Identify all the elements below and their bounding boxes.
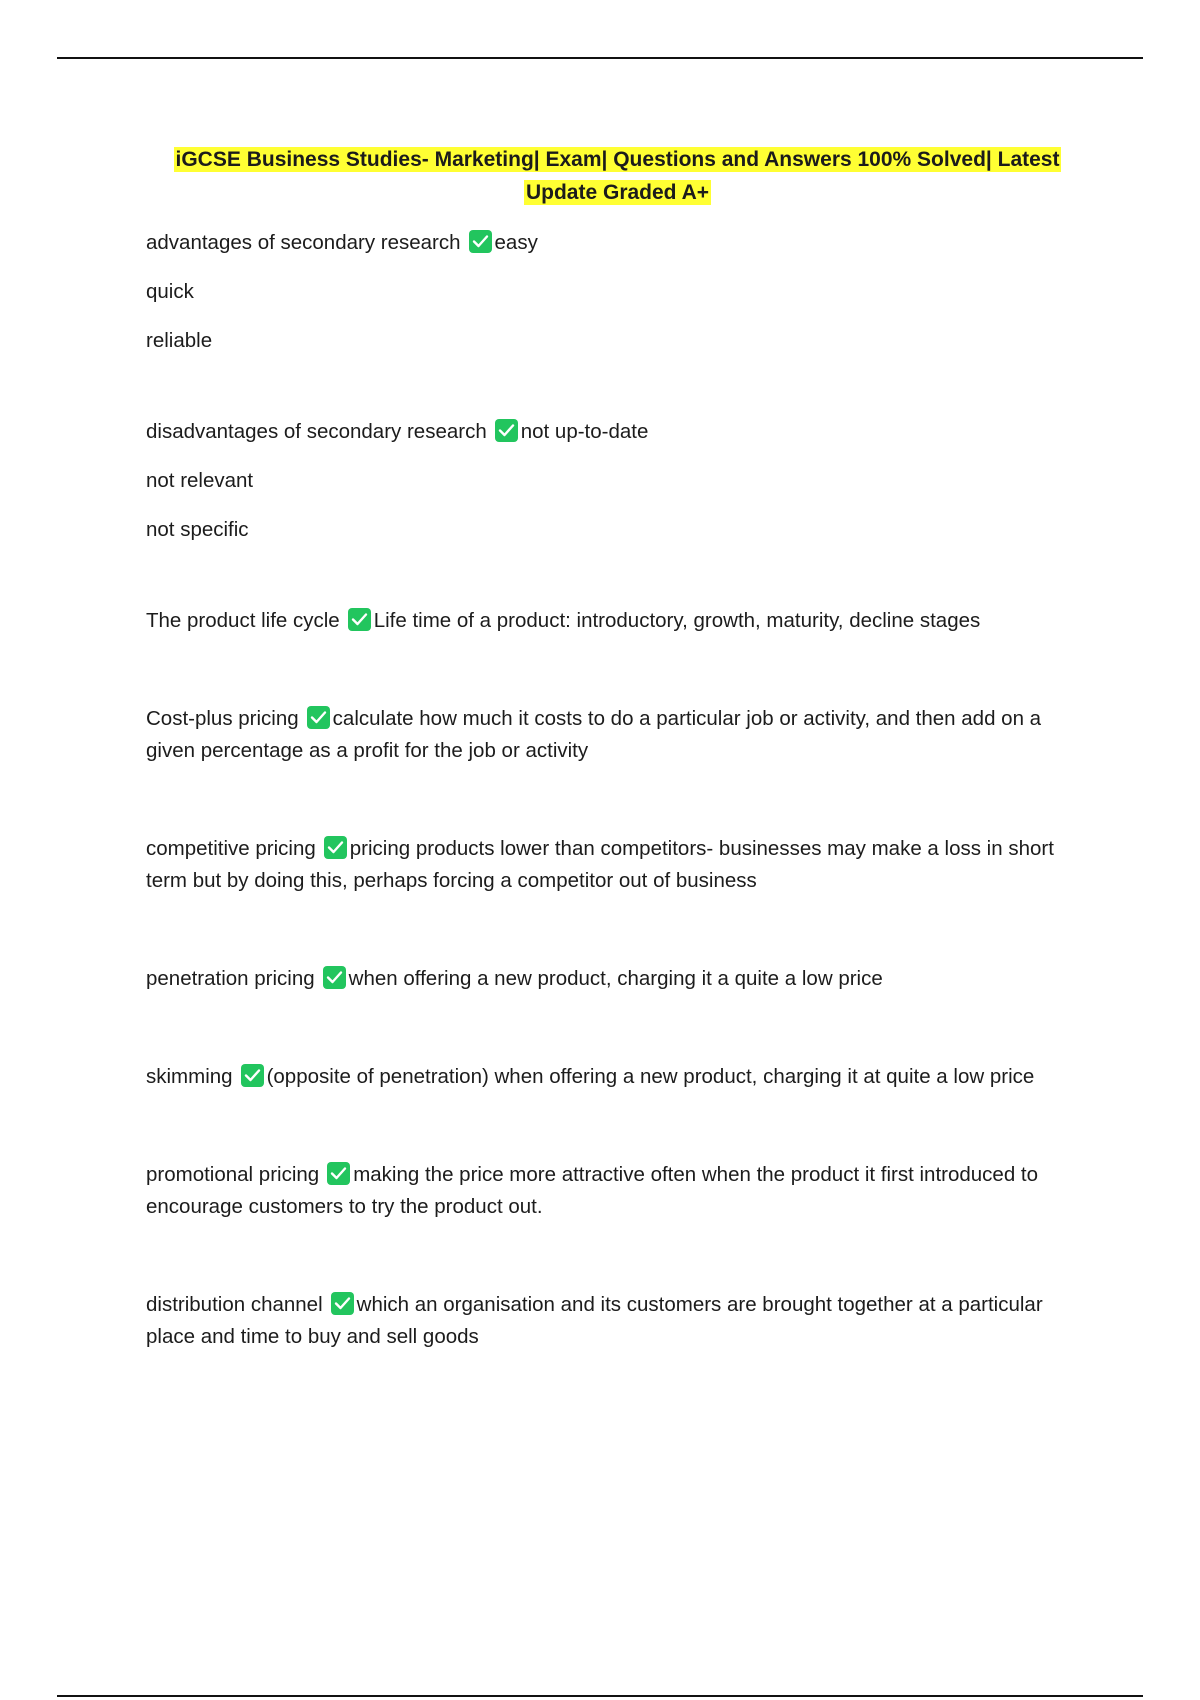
check-icon <box>469 230 492 253</box>
check-icon <box>323 966 346 989</box>
check-icon <box>348 608 371 631</box>
qa-answer: easy <box>494 231 538 254</box>
qa-term: penetration pricing <box>146 967 315 990</box>
check-icon <box>241 1064 264 1087</box>
qa-term: distribution channel <box>146 1293 323 1316</box>
bottom-rule <box>57 1695 1143 1697</box>
qa-answer: Life time of a product: introductory, growth, maturity, decline stages <box>373 609 981 632</box>
qa-answer-line: reliable <box>146 329 213 352</box>
qa-entry <box>146 703 1086 767</box>
check-icon <box>307 706 330 729</box>
qa-first-line <box>146 416 1086 448</box>
title-line-1: iGCSE Business Studies- Marketing| Exam| Questions and Answers 100% Solved| Latest <box>175 148 1060 171</box>
qa-entry <box>146 605 1086 637</box>
qa-term: The product life cycle <box>146 609 340 632</box>
check-icon <box>495 419 518 442</box>
page-title <box>150 143 1085 209</box>
qa-term: disadvantages of secondary research <box>146 420 487 443</box>
qa-answer-line: quick <box>146 280 194 303</box>
qa-first-line <box>146 227 1086 259</box>
qa-answer: pricing products lower than competitors- businesses may make a loss in short term but by doing this, perhaps forcing a competitor out of business <box>146 837 1054 892</box>
title-line-2: Update Graded A+ <box>525 181 709 204</box>
qa-term: promotional pricing <box>146 1163 320 1186</box>
qa-answer-line: not relevant <box>146 469 254 492</box>
check-icon <box>331 1292 354 1315</box>
qa-term: advantages of secondary research <box>146 231 461 254</box>
qa-answer: when offering a new product, charging it a quite a low price <box>348 967 883 990</box>
qa-answer: which an organisation and its customers are brought together at a particular place and time to buy and sell goods <box>146 1293 1043 1348</box>
qa-answer: calculate how much it costs to do a particular job or activity, and then add on a given percentage as a profit for the job or activity <box>146 707 1042 762</box>
qa-entry <box>146 833 1086 897</box>
qa-answer: (opposite of penetration) when offering a new product, charging it at quite a low price <box>266 1065 1035 1088</box>
qa-answer: making the price more attractive often when the product it first introduced to encourage customers to try the product out. <box>146 1163 1039 1218</box>
qa-term: skimming <box>146 1065 233 1088</box>
check-icon <box>324 836 347 859</box>
qa-entry <box>146 1159 1086 1223</box>
top-rule <box>57 57 1143 59</box>
qa-term: Cost-plus pricing <box>146 707 299 730</box>
qa-entry <box>146 1061 1086 1093</box>
qa-entry <box>146 1289 1086 1353</box>
check-icon <box>327 1162 350 1185</box>
qa-term: competitive pricing <box>146 837 316 860</box>
qa-entry <box>146 963 1086 995</box>
qa-entry <box>146 416 1086 546</box>
qa-answer: not up-to-date <box>520 420 649 443</box>
qa-entry <box>146 227 1086 357</box>
qa-answer-line: not specific <box>146 518 249 541</box>
qa-list <box>146 227 1086 1353</box>
